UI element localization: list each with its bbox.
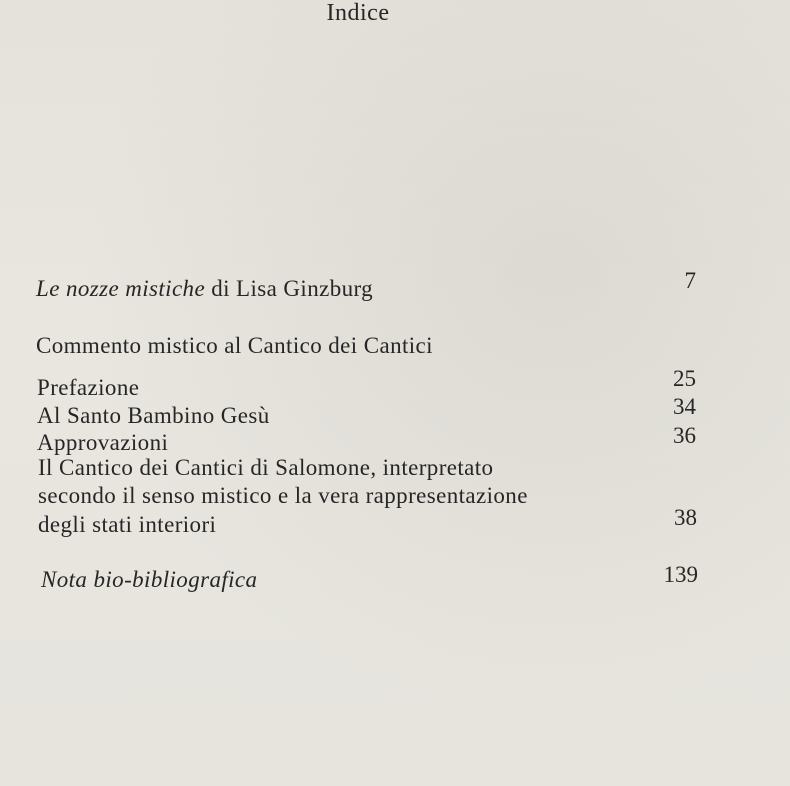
- page-number-nozze: 7: [684, 268, 696, 293]
- page-number-bambino: 34: [673, 394, 696, 419]
- entry-title-italic: Le nozze mistiche: [36, 276, 206, 301]
- toc-entry-cantico-line2: secondo il senso mistico e la vera rappresentazione: [38, 483, 528, 508]
- page-number-cantico: 38: [674, 505, 697, 530]
- page-title: Indice: [326, 0, 390, 26]
- toc-entry-nozze: [36, 276, 373, 302]
- toc-entry-cantico-line3: degli stati interiori: [38, 512, 217, 537]
- toc-section-commento: Commento mistico al Cantico dei Cantici: [36, 333, 433, 358]
- page-number-approvazioni: 36: [673, 423, 696, 448]
- toc-entry-cantico-line1: Il Cantico dei Cantici di Salomone, interpretato: [38, 455, 494, 480]
- entry-title-author: di Lisa Ginzburg: [205, 276, 374, 301]
- toc-entry-approvazioni: Approvazioni: [37, 430, 169, 455]
- toc-entry-bambino: Al Santo Bambino Gesù: [37, 403, 270, 428]
- toc-entry-prefazione: Prefazione: [37, 375, 140, 400]
- page-number-prefazione: 25: [673, 366, 696, 391]
- toc-entry-nota: Nota bio-bibliografica: [41, 567, 258, 592]
- page-number-nota: 139: [663, 562, 698, 587]
